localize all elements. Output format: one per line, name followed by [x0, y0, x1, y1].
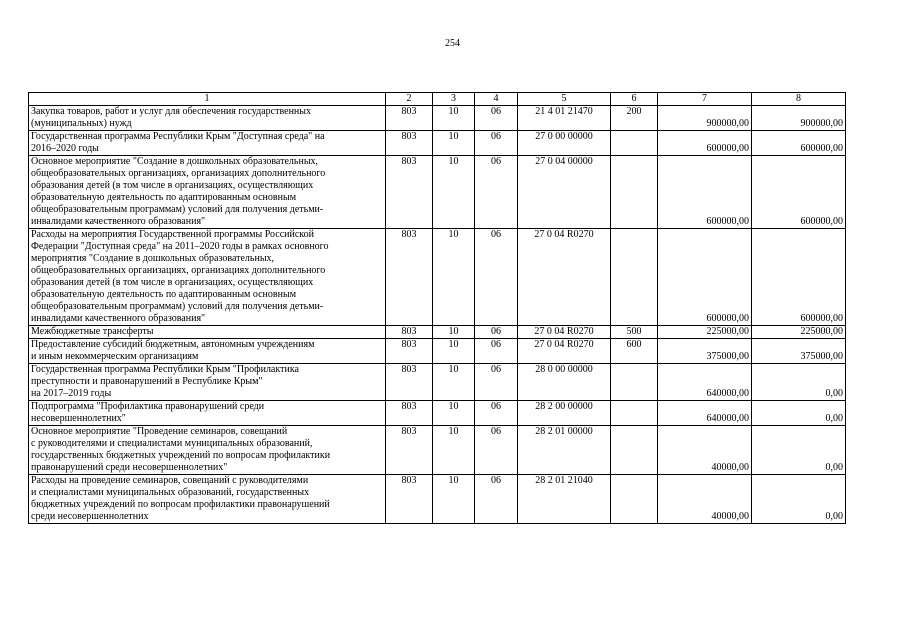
expense-type-code: 200: [611, 106, 658, 131]
ministry-code: 803: [386, 229, 433, 326]
subsection-code: 06: [475, 364, 518, 401]
section-code: 10: [433, 229, 475, 326]
ministry-code: 803: [386, 364, 433, 401]
row-description: Государственная программа Республики Крым "Доступная среда" на 2016–2020 годы: [29, 131, 386, 156]
amount-year-1: 600000,00: [658, 156, 752, 229]
table-row: [29, 156, 846, 229]
ministry-code: 803: [386, 339, 433, 364]
amount-year-1: 375000,00: [658, 339, 752, 364]
row-description: Предоставление субсидий бюджетным, автономным учреждениям и иным некоммерческим организациям: [29, 339, 386, 364]
section-code: 10: [433, 131, 475, 156]
subsection-code: 06: [475, 475, 518, 524]
column-number: 1: [29, 93, 386, 106]
ministry-code: 803: [386, 475, 433, 524]
target-article-code: 27 0 04 R0270: [518, 229, 611, 326]
amount-year-1: 600000,00: [658, 131, 752, 156]
column-number: 7: [658, 93, 752, 106]
amount-year-2: 0,00: [752, 401, 846, 426]
target-article-code: 28 2 01 21040: [518, 475, 611, 524]
amount-year-1: 600000,00: [658, 229, 752, 326]
subsection-code: 06: [475, 131, 518, 156]
target-article-code: 27 0 04 R0270: [518, 326, 611, 339]
ministry-code: 803: [386, 426, 433, 475]
budget-table: [28, 92, 846, 524]
column-number: 6: [611, 93, 658, 106]
section-code: 10: [433, 475, 475, 524]
expense-type-code: [611, 401, 658, 426]
column-number-row: [29, 93, 846, 106]
amount-year-2: 375000,00: [752, 339, 846, 364]
amount-year-2: 600000,00: [752, 131, 846, 156]
table-row: [29, 401, 846, 426]
section-code: 10: [433, 364, 475, 401]
section-code: 10: [433, 401, 475, 426]
row-description: Расходы на проведение семинаров, совещаний с руководителями и специалистами муниципальных образований, государственных бюджетных учреждений по вопросам профилактики правонарушений среди несовершеннолетних: [29, 475, 386, 524]
expense-type-code: [611, 229, 658, 326]
row-description: Государственная программа Республики Крым "Профилактика преступности и правонарушений в Республике Крым" на 2017–2019 годы: [29, 364, 386, 401]
table-row: [29, 229, 846, 326]
subsection-code: 06: [475, 106, 518, 131]
row-description: Подпрограмма "Профилактика правонарушений среди несовершеннолетних": [29, 401, 386, 426]
expense-type-code: 500: [611, 326, 658, 339]
amount-year-2: 600000,00: [752, 156, 846, 229]
row-description: Основное мероприятие "Создание в дошкольных образовательных, общеобразовательных организациях, организациях дополнительного образования детей (в том числе в организациях, осуществляющих образовательную деятельность по адаптированным основным общеобразовательным программам) условий для получения детьми- инвалидами качественного образования": [29, 156, 386, 229]
subsection-code: 06: [475, 401, 518, 426]
row-description: Расходы на мероприятия Государственной программы Российской Федерации "Доступная среда" на 2011–2020 годы в рамках основного мероприятия "Создание в дошкольных образовательных, общеобразовательных организациях, организациях дополнительного образования детей (в том числе в организациях, осуществляющих образовательную деятельность по адаптированным основным общеобразовательным программам) условий для получения детьми- инвалидами качественного образования": [29, 229, 386, 326]
page-number: 254: [445, 38, 460, 49]
amount-year-2: 900000,00: [752, 106, 846, 131]
column-number: 2: [386, 93, 433, 106]
expense-type-code: [611, 364, 658, 401]
expense-type-code: [611, 156, 658, 229]
column-number: 3: [433, 93, 475, 106]
subsection-code: 06: [475, 426, 518, 475]
table-row: [29, 475, 846, 524]
target-article-code: 27 0 00 00000: [518, 131, 611, 156]
expense-type-code: [611, 475, 658, 524]
amount-year-2: 0,00: [752, 426, 846, 475]
amount-year-1: 40000,00: [658, 475, 752, 524]
section-code: 10: [433, 426, 475, 475]
amount-year-1: 900000,00: [658, 106, 752, 131]
subsection-code: 06: [475, 339, 518, 364]
section-code: 10: [433, 106, 475, 131]
table-row: [29, 106, 846, 131]
expense-type-code: 600: [611, 339, 658, 364]
row-description: Закупка товаров, работ и услуг для обеспечения государственных (муниципальных) нужд: [29, 106, 386, 131]
section-code: 10: [433, 339, 475, 364]
subsection-code: 06: [475, 156, 518, 229]
target-article-code: 27 0 04 00000: [518, 156, 611, 229]
column-number: 4: [475, 93, 518, 106]
ministry-code: 803: [386, 131, 433, 156]
row-description: Межбюджетные трансферты: [29, 326, 386, 339]
subsection-code: 06: [475, 229, 518, 326]
table-row: [29, 131, 846, 156]
expense-type-code: [611, 426, 658, 475]
section-code: 10: [433, 326, 475, 339]
amount-year-2: 0,00: [752, 364, 846, 401]
target-article-code: 21 4 01 21470: [518, 106, 611, 131]
subsection-code: 06: [475, 326, 518, 339]
amount-year-1: 640000,00: [658, 401, 752, 426]
table-row: [29, 364, 846, 401]
table-row: [29, 339, 846, 364]
column-number: 5: [518, 93, 611, 106]
ministry-code: 803: [386, 106, 433, 131]
target-article-code: 28 0 00 00000: [518, 364, 611, 401]
expense-type-code: [611, 131, 658, 156]
column-number: 8: [752, 93, 846, 106]
amount-year-1: 225000,00: [658, 326, 752, 339]
amount-year-1: 40000,00: [658, 426, 752, 475]
table-row: [29, 326, 846, 339]
amount-year-2: 600000,00: [752, 229, 846, 326]
ministry-code: 803: [386, 326, 433, 339]
amount-year-2: 0,00: [752, 475, 846, 524]
row-description: Основное мероприятие "Проведение семинаров, совещаний с руководителями и специалистами муниципальных образований, государственных бюджетных учреждений по вопросам профилактики правонарушений среди несовершеннолетних": [29, 426, 386, 475]
amount-year-1: 640000,00: [658, 364, 752, 401]
section-code: 10: [433, 156, 475, 229]
ministry-code: 803: [386, 156, 433, 229]
ministry-code: 803: [386, 401, 433, 426]
target-article-code: 27 0 04 R0270: [518, 339, 611, 364]
amount-year-2: 225000,00: [752, 326, 846, 339]
table-row: [29, 426, 846, 475]
target-article-code: 28 2 00 00000: [518, 401, 611, 426]
target-article-code: 28 2 01 00000: [518, 426, 611, 475]
